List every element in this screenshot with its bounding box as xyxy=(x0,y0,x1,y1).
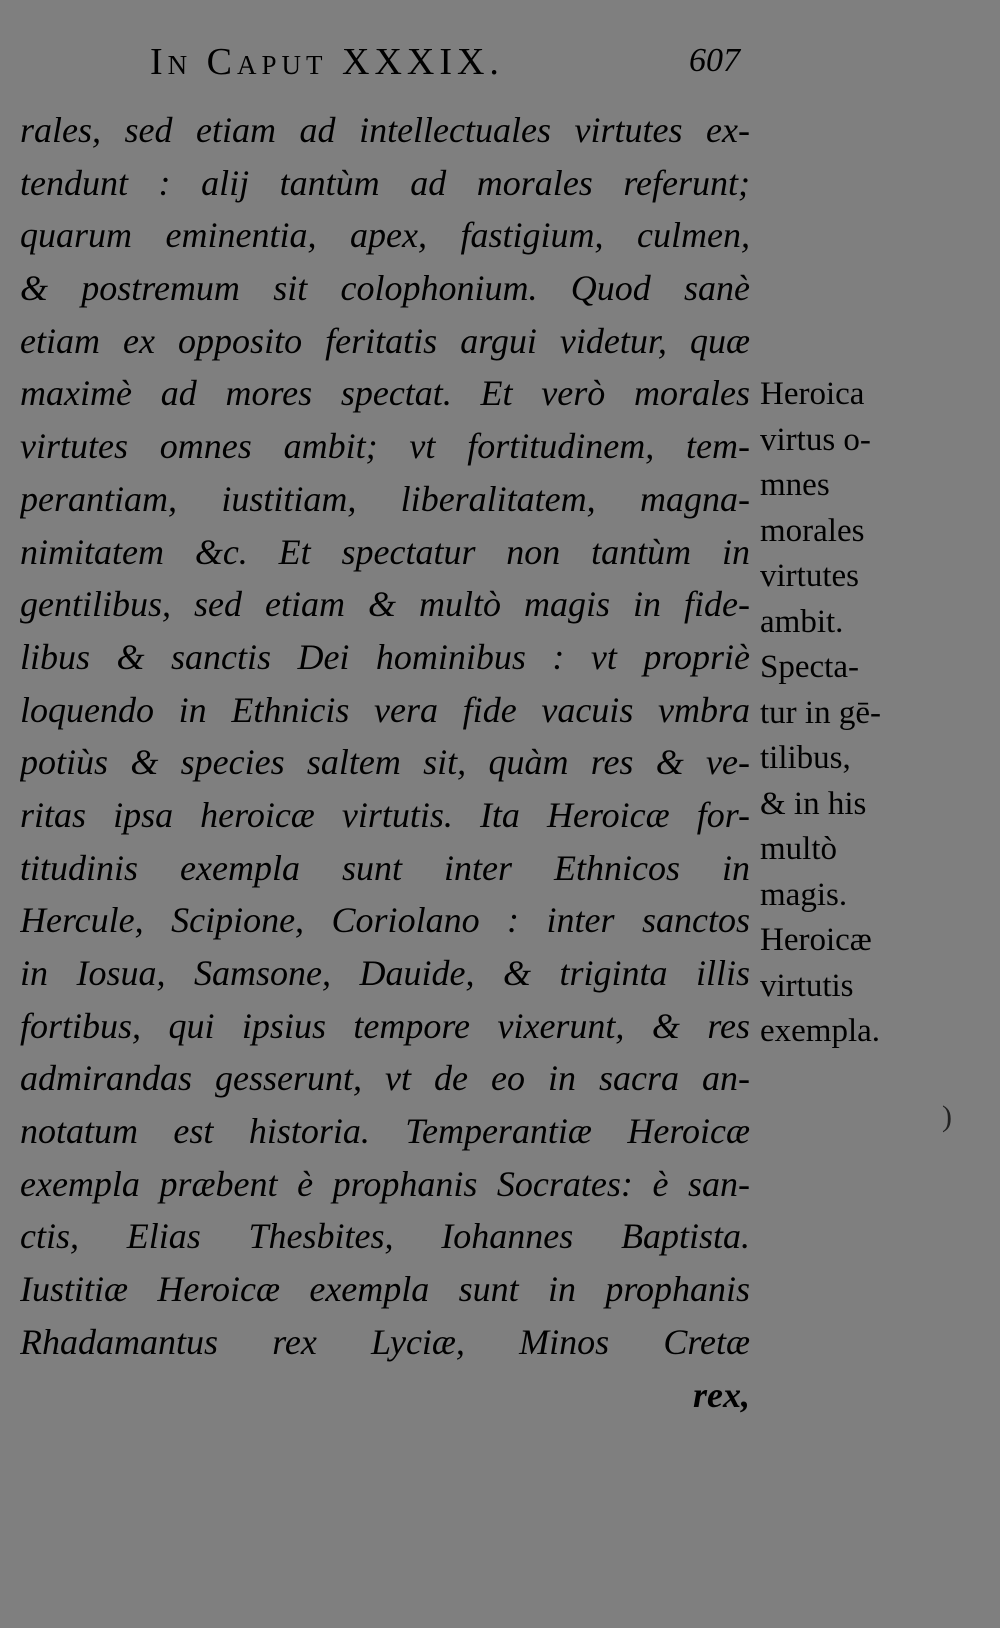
text-line: virtutes omnes ambit; vt fortitudinem, tem- xyxy=(20,426,750,467)
margin-note-line: Specta- xyxy=(760,649,859,685)
margin-note-line: exempla. xyxy=(760,1013,881,1049)
text-line: gentilibus, sed etiam & multò magis in fide- xyxy=(20,584,750,625)
margin-note-line: virtus o- xyxy=(760,421,871,458)
page-number: 607 xyxy=(689,42,740,79)
margin-note-line: Heroicæ xyxy=(760,922,872,958)
text-line: in Iosua, Samsone, Dauide, & triginta illis xyxy=(20,953,750,993)
text-line: Rhadamantus rex Lyciæ, Minos Cretæ xyxy=(20,1321,750,1362)
text-line: nimitatem &c. Et spectatur non tantùm in xyxy=(20,531,750,572)
running-title: In Caput XXXIX. xyxy=(150,41,504,83)
margin-note-line: virtutes xyxy=(760,558,859,594)
margin-note-line: magis. xyxy=(760,876,848,913)
text-line: maximè ad mores spectat. Et verò morales xyxy=(20,373,750,414)
margin-note-line: multò xyxy=(760,831,838,867)
text-line: ritas ipsa heroicæ virtutis. Ita Heroicæ for- xyxy=(20,794,750,835)
margin-note-line: & in his xyxy=(760,785,867,822)
margin-note-line: Heroica xyxy=(760,376,865,412)
text-line: libus & sanctis Dei hominibus : vt propriè xyxy=(20,636,750,677)
text-line: & postremum sit colophonium. Quod sanè xyxy=(20,268,750,309)
text-line: exempla præbent è prophanis Socrates: è san- xyxy=(20,1163,750,1204)
margin-note-line: virtutis xyxy=(760,967,854,1004)
text-line: perantiam, iustitiam, liberalitatem, magna- xyxy=(20,478,750,519)
margin-note-line: morales xyxy=(760,512,865,549)
text-line: titudinis exempla sunt inter Ethnicos in xyxy=(20,847,750,888)
running-head xyxy=(150,36,740,92)
text-line: admirandas gesserunt, vt de eo in sacra an- xyxy=(20,1058,750,1099)
text-line: fortibus, qui ipsius tempore vixerunt, & res xyxy=(20,1005,750,1046)
text-line: quarum eminentia, apex, fastigium, culmen, xyxy=(20,215,750,256)
text-line: loquendo in Ethnicis vera fide vacuis vmbra xyxy=(20,689,750,730)
catchword: rex, xyxy=(693,1374,750,1415)
stray-ink-mark: ) xyxy=(942,1100,952,1133)
text-line: tendunt : alij tantùm ad morales referunt; xyxy=(20,162,750,203)
margin-note-line: mnes xyxy=(760,467,830,503)
main-text-block xyxy=(20,104,750,1421)
text-line: rales, sed etiam ad intellectuales virtutes ex- xyxy=(20,110,750,150)
margin-note-line: tur in gē- xyxy=(760,694,881,731)
margin-note-line: tilibus, xyxy=(760,740,851,776)
text-line: Hercule, Scipione, Coriolano : inter sanctos xyxy=(20,900,750,941)
text-line: etiam ex opposito feritatis argui videtur, quæ xyxy=(20,320,750,361)
text-line: potiùs & species saltem sit, quàm res & ve- xyxy=(20,742,750,783)
text-line: ctis, Elias Thesbites, Iohannes Baptista. xyxy=(20,1216,750,1257)
text-line: Iustitiæ Heroicæ exempla sunt in prophanis xyxy=(20,1269,750,1310)
text-line: notatum est historia. Temperantiæ Heroicæ xyxy=(20,1111,750,1152)
marginal-notes xyxy=(760,372,940,1055)
margin-note-line: ambit. xyxy=(760,603,844,640)
